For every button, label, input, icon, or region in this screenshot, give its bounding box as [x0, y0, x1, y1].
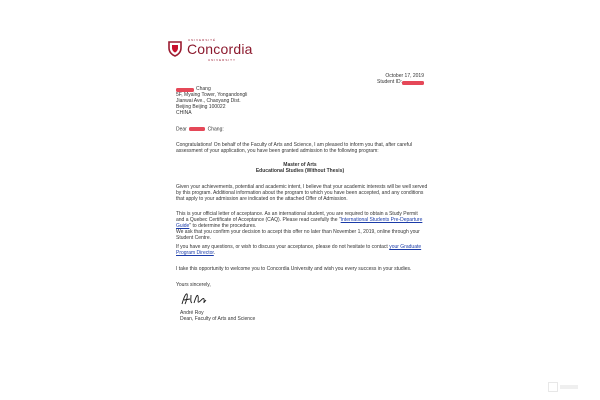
concordia-logo — [168, 38, 258, 66]
program-name: Educational Studies (Without Thesis) — [255, 168, 345, 174]
salutation-post: Chang: — [207, 126, 224, 133]
signer-name: André Roy — [180, 310, 204, 316]
student-id-redaction — [402, 81, 424, 85]
para5: I take this opportunity to welcome you to Concordia University and wish you every success in your studies. — [176, 266, 412, 272]
predeparture-guide-link-cont[interactable]: Guide — [176, 223, 190, 229]
salutation-redaction — [189, 127, 205, 131]
para4-line-1-text: If you have any questions, or wish to discuss your acceptance, please do not hesitate to contact — [176, 244, 390, 250]
graduate-director-link[interactable]: your Graduate — [389, 244, 422, 250]
para4-line-2 — [176, 251, 215, 257]
para3-line-2-text: and a Quebec Certificate of Acceptance (CAQ). Please read carefully the " — [176, 217, 341, 223]
address-line3: Beijing Beijing 100022 — [176, 104, 226, 110]
letter-date: October 17, 2019 — [385, 73, 424, 79]
address-line4: CHINA — [176, 110, 192, 116]
student-id-label: Student ID: — [376, 79, 402, 85]
closing: Yours sincerely, — [176, 282, 211, 288]
para4-line-2-text: . — [213, 250, 216, 256]
salutation-pre: Dear — [176, 126, 187, 133]
intro-line-1: Congratulations! On behalf of the Faculty of Arts and Science, I am pleased to inform you that, after careful — [176, 142, 412, 148]
logo-sub-text: UNIVERSITY — [208, 58, 237, 62]
program-degree: Master of Arts — [283, 162, 317, 168]
para2-line-3: that apply to your admission are indicated on the attached Offer of Admission. — [176, 196, 348, 202]
salutation — [176, 127, 224, 133]
logo-wordmark: Concordia — [187, 41, 253, 57]
para3-line-1: This is your official letter of acceptance. As an international student, you are required to obtain a Study Permit — [176, 211, 418, 217]
address-name: Chang — [196, 86, 211, 92]
address-line1: 5F, Myaing Tower, Yongandongli — [176, 92, 248, 98]
para3-line-4: We ask that you confirm your decision to accept this offer no later than November 1, 2019, online through your — [176, 229, 420, 235]
para3-line-5: Student Centre. — [176, 235, 212, 241]
shield-icon — [168, 41, 182, 57]
intro-line-2: assessment of your application, you have been granted admission to the following program: — [176, 148, 379, 154]
address-line2: Jianwai Ave., Chaoyang Dist. — [176, 98, 241, 104]
para2-line-1: Given your achievements, potential and academic intent, I believe that your academic interests will be well served — [176, 184, 428, 190]
signer-title: Dean, Faculty of Arts and Science — [180, 316, 256, 322]
para2-line-2: by this program. Additional information about the program to which you have been accepted, and any conditions — [176, 190, 424, 196]
watermark-stamp — [548, 382, 580, 394]
para3-line-3-text: " to determine the procedures. — [189, 223, 257, 229]
graduate-director-link-cont[interactable]: Program Director — [176, 250, 214, 256]
predeparture-guide-link[interactable]: International Students Pre-Departure — [340, 217, 423, 223]
logo-top-text: UNIVERSITÉ — [188, 38, 217, 42]
signature-image — [180, 291, 214, 307]
